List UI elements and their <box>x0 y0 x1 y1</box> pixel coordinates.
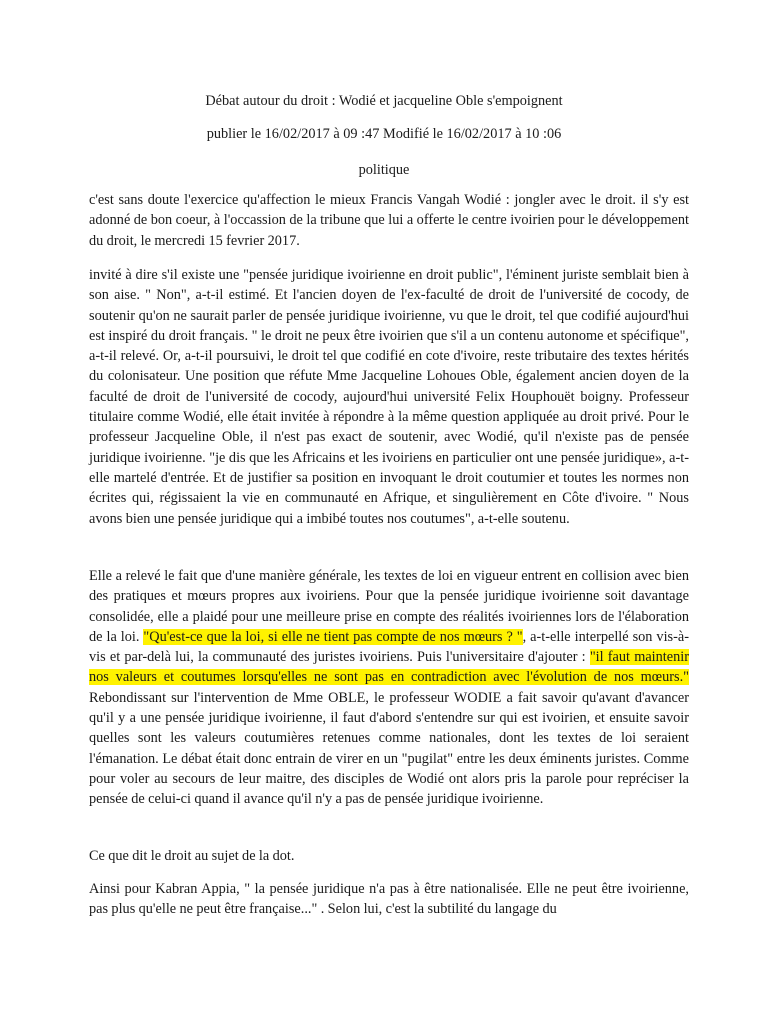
highlighted-quote-1: "Qu'est-ce que la loi, si elle ne tient pas compte de nos mœurs ? " <box>143 628 523 645</box>
highlighted-quote-2: "il faut maintenir nos valeurs et coutumes lorsqu'elles ne sont pas en contradiction avec l'évolution de nos mœurs." <box>89 649 689 686</box>
paragraph-dowry-heading: Ce que dit le droit au sujet de la dot. <box>89 848 295 864</box>
publication-dates: publier le 16/02/2017 à 09 :47 Modifié le 16/02/2017 à 10 :06 <box>206 126 562 142</box>
paragraph-kabran-appia: Ainsi pour Kabran Appia, " la pensée juridique n'a pas à être nationalisée. Elle ne peut être ivoirienne, pas plus qu'elle ne peut être française..." . Selon lui, c'est la subtilité du langage du <box>89 881 689 918</box>
paragraph-debate: invité à dire s'il existe une "pensée juridique ivoirienne en droit public", l'éminent juriste semblait bien à son aise. " Non", a-t-il estimé. Et l'ancien doyen de l'ex-faculté de droit de l'université de cocody, de soutenir qu'on ne saurait parler de pensée juridique ivoirienne, vu que le droit, tel que codifié aujourd'hui est inspiré du droit français. " le droit ne peux être ivoirien que s'il a un contenu autonome et spécifique", a-t-il relevé. Or, a-t-il poursuivi, le droit tel que codifié en cote d'ivoire, reste tributaire des textes hérités du colonisateur. Une position que réfute Mme Jacqueline Lohoues Oble, également ancien doyen de la faculté de droit de l'université de cocody, aujourd'hui université Felix Houphouët boigny. Professeur titulaire comme Wodié, elle était invitée à répondre à la même question appliquée au droit privé. Pour le professeur Jacqueline Oble, il n'est pas exact de soutenir, avec Wodié, qu'il n'existe pas de pensée juridique ivoirienne. "je dis que les Africains et les ivoiriens en particulier ont une pensée juridique», a-t-elle martelé d'entrée. Et de justifier sa position en invoquant le droit coutumier et toutes les normes non écrites qui, régissaient la vie en communauté en Afrique, et singulièrement en Côte d'ivoire. " Nous avons bien une pensée juridique qui a imbibé toutes nos coutumes", a-t-elle soutenu. <box>89 267 689 527</box>
article-title: Débat autour du droit : Wodié et jacqueline Oble s'empoignent <box>205 93 563 109</box>
article-category: politique <box>358 162 410 178</box>
paragraph-customs-text-1: Elle a relevé le fait que d'une manière générale, les textes de loi en vigueur entrent en collision avec bien des pratiques et mœurs propres aux ivoiriens. Pour que la pensée juridique ivoirienne soit davantage consolidée, elle a plaidé pour une meilleure prise en compte des réalités ivoiriennes lors de l'élaboration de la loi. <box>89 568 689 645</box>
paragraph-customs-text-3: Rebondissant sur l'intervention de Mme OBLE, le professeur WODIE a fait savoir qu'avant d'avancer qu'il y a une pensée juridique ivoirienne, il faut d'abord s'entendre sur qui est ivoirien, et ensuite savoir quelles sont les valeurs coutumières retenues comme nationales, dont les textes de loi seraient l'émanation. Le débat était donc entrain de virer en un "pugilat" entre les deux éminents juristes. Comme pour voler au secours de leur maitre, des disciples de Wodié ont alors pris la parole pour repréciser la pensée de celui-ci quand il avance qu'il n'y a pas de pensée juridique ivoirienne. <box>89 689 689 808</box>
paragraph-intro: c'est sans doute l'exercice qu'affection le mieux Francis Vangah Wodié : jongler avec le droit. il s'y est adonné de bon coeur, à l'occassion de la tribune que lui a offerte le centre ivoirien pour le développement du droit, le mercredi 15 fevrier 2017. <box>89 192 689 249</box>
paragraph-customs-text-2: , a-t-elle interpellé son vis-à-vis et par-delà lui, la communauté des juristes ivoiriens. Puis l'universitaire d'ajouter : <box>89 628 689 666</box>
paragraph-customs <box>89 566 689 810</box>
